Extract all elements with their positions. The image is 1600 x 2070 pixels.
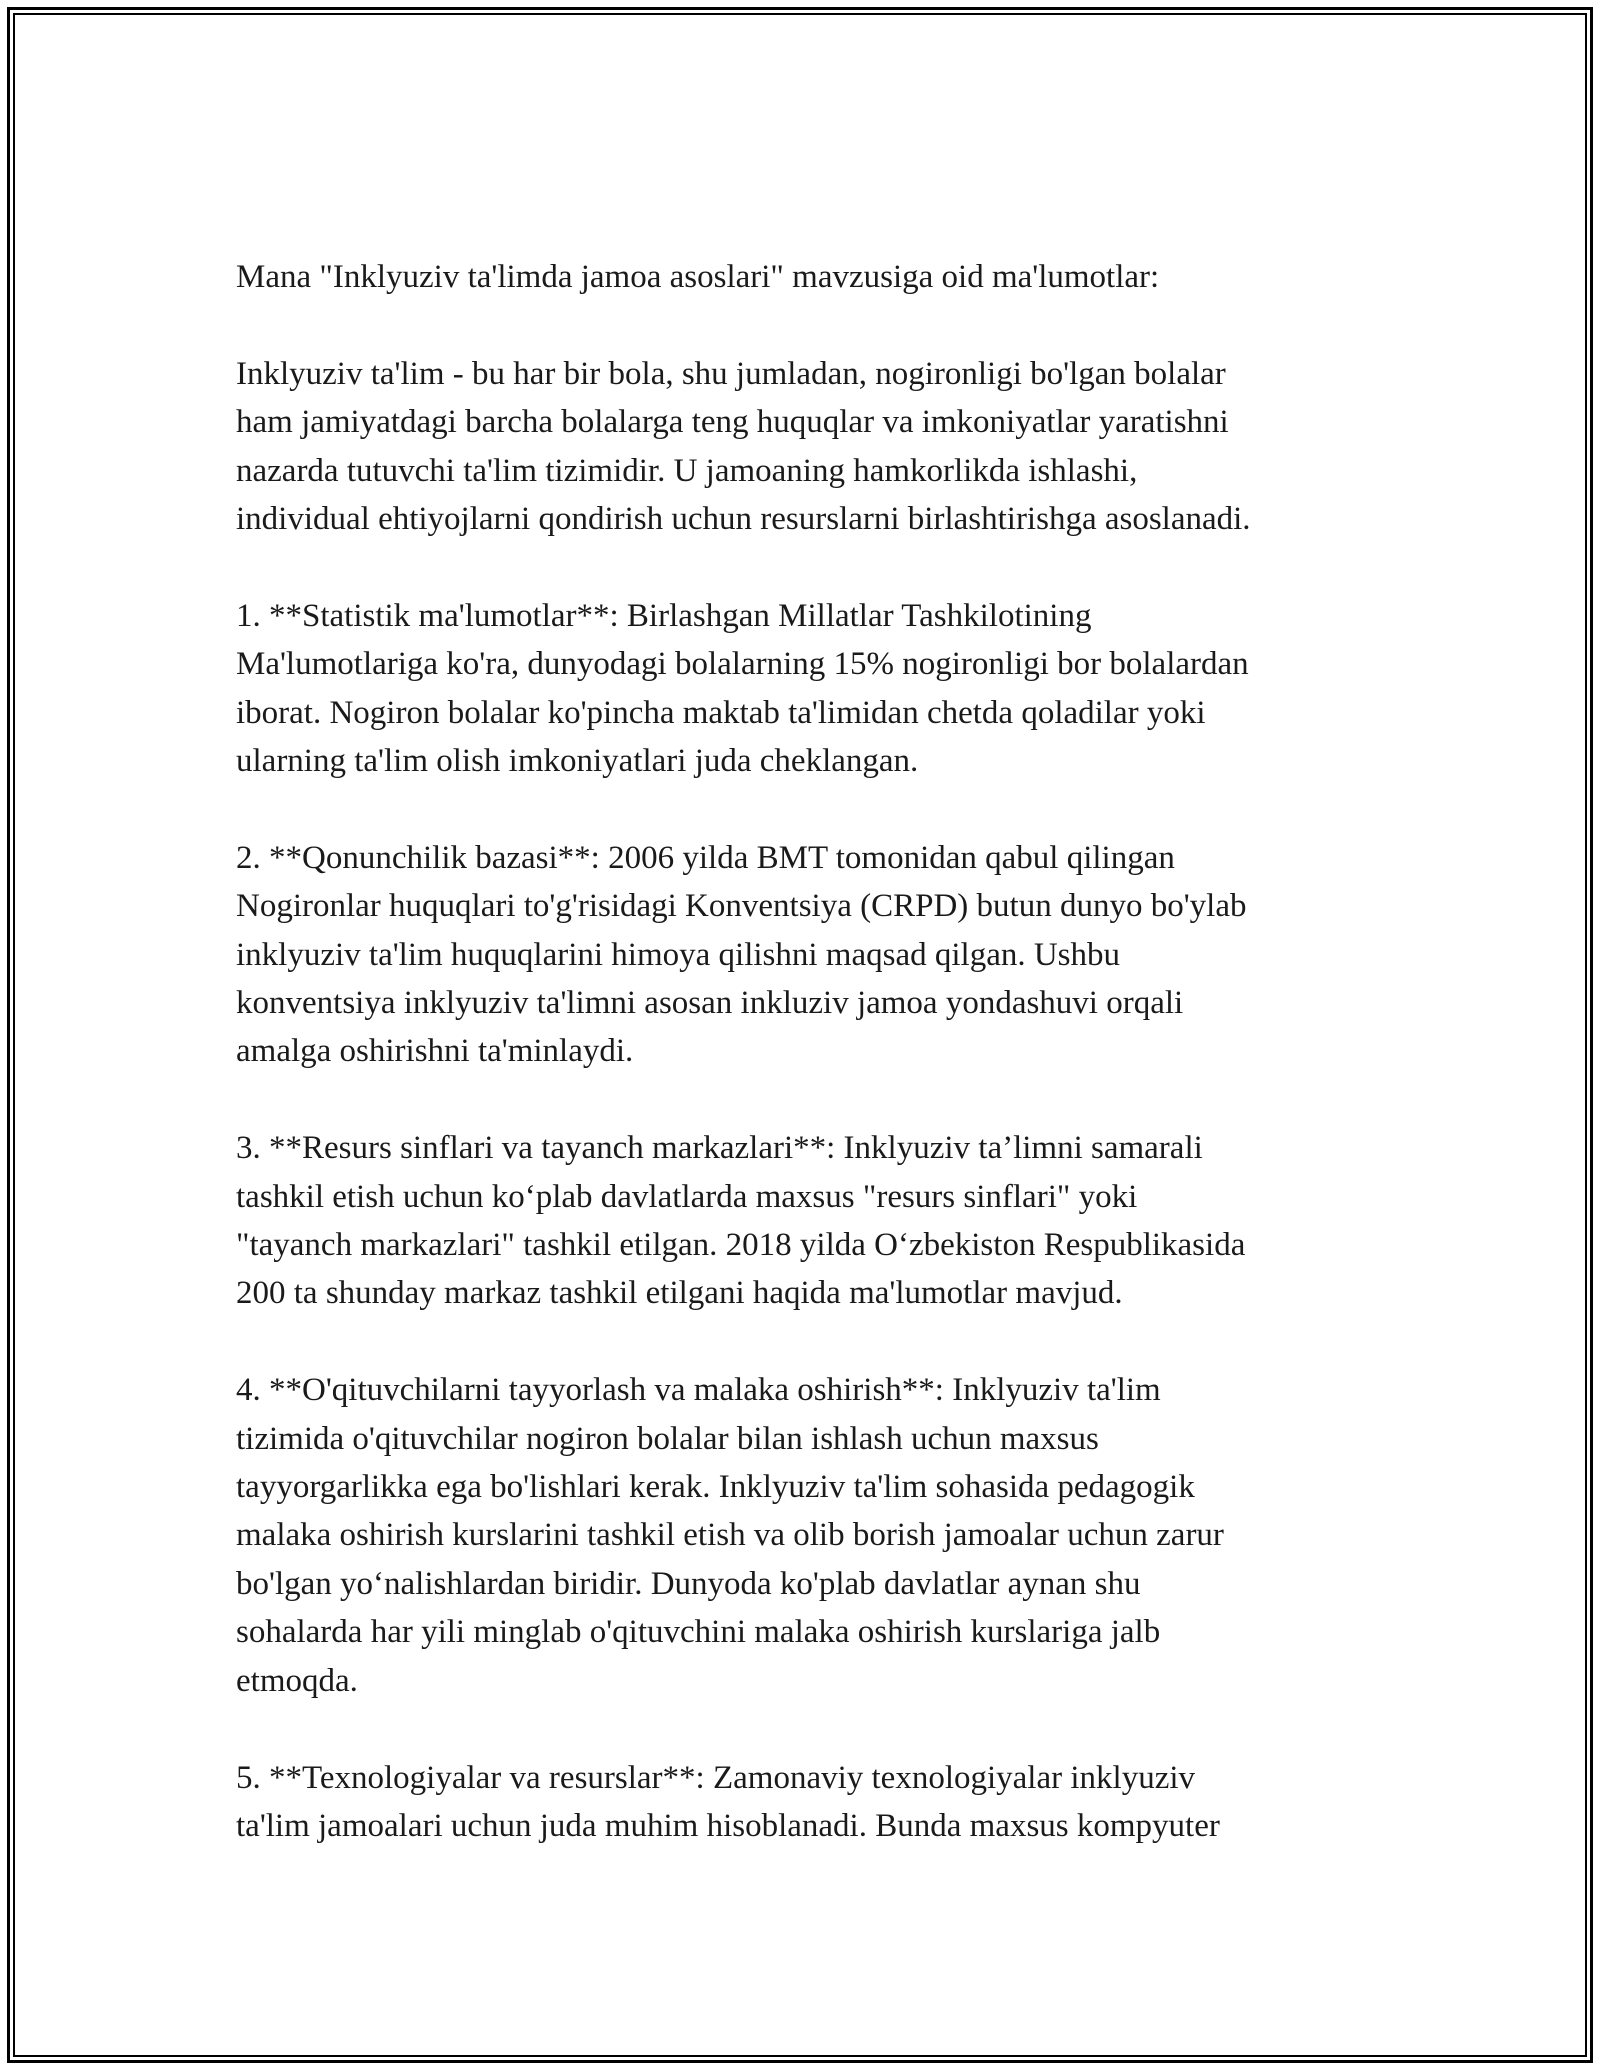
- paragraph-resource-centers: 3. **Resurs sinflari va tayanch markazlari**: Inklyuziv ta’limni samarali tashkil etish uchun ko‘plab davlatlarda maxsus "resurs sinflari" yoki "tayanch markazlari" tashkil etilgan. 2018 yilda O‘zbekiston Respublikasida 200 ta shunday markaz tashkil etilgani haqida ma'lumotlar mavjud.: [236, 1130, 1246, 1312]
- paragraph-legislation: 2. **Qonunchilik bazasi**: 2006 yilda BMT tomonidan qabul qilingan Nogironlar huquqlari to'g'risidagi Konventsiya (CRPD) butun dunyo bo'ylab inklyuziv ta'lim huquqlarini himoya qilishni maqsad qilgan. Ushbu konventsiya inklyuziv ta'limni asosan inkluziv jamoa yondashuvi orqali amalga oshirishni ta'minlaydi.: [236, 839, 1247, 1070]
- paragraph-technologies: 5. **Texnologiyalar va resurslar**: Zamonaviy texnologiyalar inklyuziv ta'lim jamoalari uchun juda muhim hisoblanadi. Bunda maxsus kompyuter: [236, 1759, 1220, 1844]
- paragraph-overview: Inklyuziv ta'lim - bu har bir bola, shu jumladan, nogironligi bo'lgan bolalar ham jamiyatdagi barcha bolalarga teng huquqlar va imkoniyatlar yaratishni nazarda tutuvchi ta'lim tizimidir. U jamoaning hamkorlikda ishlashi, individual ehtiyojlarni qondirish uchun resurslarni birlashtirishga asoslanadi.: [236, 355, 1251, 538]
- intro-line: Mana "Inklyuziv ta'limda jamoa asoslari" mavzusiga oid ma'lumotlar:: [236, 259, 1160, 295]
- document-body: [236, 253, 1386, 1899]
- paragraph-statistics: 1. **Statistik ma'lumotlar**: Birlashgan Millatlar Tashkilotining Ma'lumotlariga ko'ra, dunyodagi bolalarning 15% nogironligi bor bolalardan iborat. Nogiron bolalar ko'pincha maktab ta'limidan chetda qoladilar yoki ularning ta'lim olish imkoniyatlari juda cheklangan.: [236, 597, 1249, 780]
- paragraph-teacher-training: 4. **O'qituvchilarni tayyorlash va malaka oshirish**: Inklyuziv ta'lim tizimida o'qituvchilar nogiron bolalar bilan ishlash uchun maxsus tayyorgarlikka ega bo'lishlari kerak. Inklyuziv ta'lim sohasida pedagogik malaka oshirish kurslarini tashkil etish va olib borish jamoalar uchun zarur bo'lgan yo‘nalishlardan biridir. Dunyoda ko'plab davlatlar aynan shu sohalarda har yili minglab o'qituvchini malaka oshirish kurslariga jalb etmoqda.: [236, 1372, 1224, 1699]
